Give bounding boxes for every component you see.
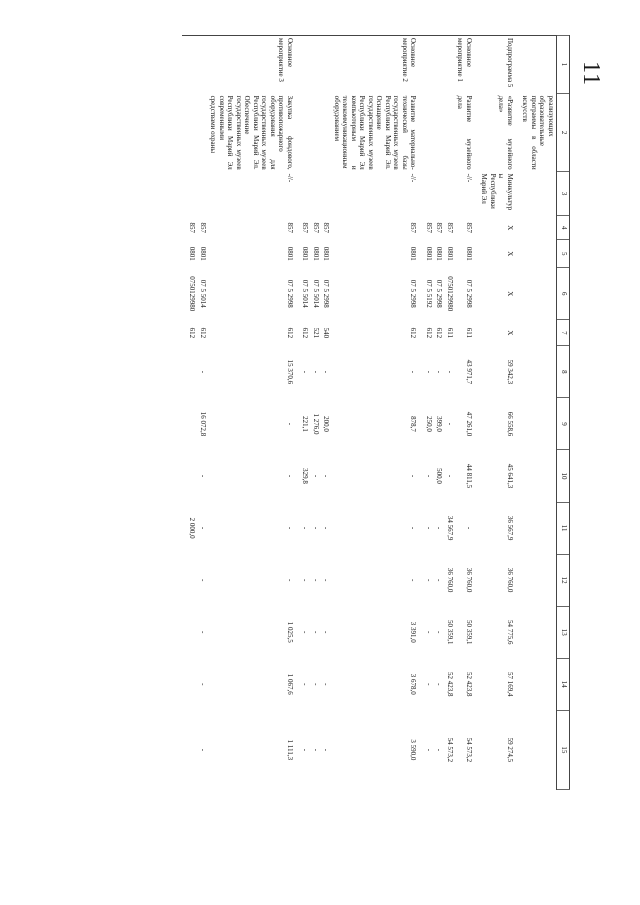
cell-col-14: 52 423,8 (465, 672, 473, 697)
cell-col-2: реализующих образовательные программы в области искусств (521, 95, 555, 170)
cell-col-3: -//- (286, 173, 294, 183)
table-row (182, 36, 198, 790)
cell-col-1: Подпрограмма 5 (474, 36, 515, 94)
cell-col-3 (321, 172, 332, 216)
column-header-8: 8 (557, 346, 570, 398)
cell-col-5: 0801 (286, 246, 294, 261)
cell-col-15 (515, 710, 557, 789)
cell-col-8: 43 971,7 (465, 359, 473, 385)
cell-col-10: - (312, 474, 320, 478)
cell-col-11: - (465, 526, 473, 530)
column-header-5: 5 (557, 240, 570, 268)
cell-col-12: - (409, 578, 418, 582)
cell-col-11: - (312, 526, 320, 530)
table-row (208, 36, 295, 790)
cell-col-10: - (446, 474, 454, 478)
cell-col-7: 612 (199, 327, 207, 339)
header-row (557, 36, 570, 790)
cell-col-13: - (322, 631, 331, 634)
cell-col-9: 47 261,0 (465, 411, 473, 437)
cell-col-15: - (301, 748, 310, 752)
cell-col-4: 857 (199, 222, 207, 233)
cell-col-4: 857 (286, 222, 294, 233)
cell-col-9: 221,1 (301, 416, 310, 432)
cell-col-5: Х (506, 251, 514, 257)
cell-col-13: - (312, 631, 320, 634)
cell-col-3 (445, 172, 456, 216)
cell-col-1 (198, 36, 209, 94)
cell-col-12: - (312, 578, 320, 582)
cell-col-15: - (322, 748, 331, 752)
cell-col-7: 612 (188, 327, 197, 339)
cell-col-9: - (286, 422, 294, 426)
cell-col-8: - (322, 370, 331, 374)
cell-col-10: 329,8 (301, 468, 310, 484)
cell-col-13 (182, 606, 198, 658)
cell-col-6: 07 5 2998 (409, 279, 418, 308)
cell-col-11: - (409, 526, 418, 530)
cell-col-5: 0801 (409, 246, 418, 261)
cell-col-2: «Развитие музейного дела» (497, 95, 514, 170)
cell-col-4: 857 (435, 222, 444, 233)
cell-col-13: 50 359,1 (465, 619, 473, 645)
cell-col-4: 857 (409, 222, 418, 233)
cell-col-8: - (409, 370, 418, 374)
cell-col-6 (515, 268, 557, 320)
cell-col-8: - (446, 370, 454, 374)
cell-col-5: 0801 (312, 246, 320, 261)
cell-col-6: 07 5 2998 (286, 279, 294, 308)
cell-col-8 (182, 346, 198, 398)
cell-col-10: - (409, 474, 418, 478)
cell-col-9: 200,0 (322, 416, 331, 432)
cell-col-9: 66 558,6 (506, 411, 514, 437)
cell-col-12: - (322, 578, 331, 582)
table-row (198, 36, 209, 790)
cell-col-14: 3 678,0 (409, 673, 418, 695)
rotated-table-wrapper (100, 35, 570, 790)
cell-col-2: Развитие музейного дела (456, 95, 473, 170)
cell-col-10 (515, 450, 557, 502)
cell-col-8: 59 342,3 (506, 359, 514, 385)
cell-col-6: 0750129980 (446, 276, 454, 312)
cell-col-5: 0801 (199, 246, 207, 261)
cell-col-10: 44 811,5 (465, 463, 473, 489)
table-row (474, 36, 515, 790)
cell-col-2: Закупка фондового, противопожарного оборудования для государственных музеев Республики Марий Эл. Обеспечение государственных музеев Республики Марий Эл современными средствами охраны (209, 95, 294, 170)
cell-col-4: 857 (312, 222, 320, 233)
cell-col-13: 3 391,0 (409, 621, 418, 643)
cell-col-8: 15 370,6 (286, 359, 294, 385)
cell-col-3: -//- (409, 173, 418, 183)
cell-col-14: - (199, 683, 207, 686)
cell-col-12: - (286, 578, 294, 582)
cell-col-6: 07 5 5192 (425, 279, 433, 308)
cell-col-8: - (301, 370, 310, 374)
cell-col-15: 1 111,3 (286, 739, 294, 761)
cell-col-10: - (199, 474, 207, 478)
cell-col-6: 07 5 5014 (312, 279, 320, 308)
cell-col-10: - (322, 474, 331, 478)
cell-col-7: 612 (425, 327, 433, 339)
cell-col-10: 500,0 (435, 468, 444, 484)
cell-col-8: - (435, 370, 444, 374)
cell-col-7: 611 (446, 327, 454, 338)
cell-col-14: - (322, 683, 331, 686)
column-header-7: 7 (557, 320, 570, 346)
column-header-3: 3 (557, 172, 570, 216)
cell-col-1 (445, 36, 456, 94)
cell-col-5: 0801 (425, 246, 433, 261)
column-header-11: 11 (557, 502, 570, 554)
table-row (311, 36, 322, 790)
cell-col-9 (182, 398, 198, 450)
cell-col-15: - (199, 748, 207, 752)
cell-col-3 (434, 172, 445, 216)
cell-col-9: 878,7 (409, 416, 418, 432)
cell-col-12: 36 760,0 (465, 567, 473, 593)
cell-col-2 (182, 94, 198, 172)
cell-col-15: - (435, 748, 444, 752)
cell-col-13 (515, 606, 557, 658)
cell-col-1: Основное мероприятие 1 (455, 36, 474, 94)
cell-col-2 (295, 94, 311, 172)
cell-col-14: 52 423,8 (446, 672, 454, 697)
table-row (321, 36, 332, 790)
table-row (515, 36, 557, 790)
cell-col-11: - (301, 526, 310, 530)
cell-col-4: 857 (188, 222, 197, 233)
cell-col-12 (182, 554, 198, 606)
cell-col-1: Основное мероприятие 2 (332, 36, 419, 94)
column-header-12: 12 (557, 554, 570, 606)
column-header-14: 14 (557, 658, 570, 710)
cell-col-15: 54 573,2 (446, 737, 454, 763)
column-header-4: 4 (557, 216, 570, 240)
cell-col-5: 0801 (465, 246, 473, 261)
cell-col-6: 07 5 5014 (199, 279, 207, 308)
cell-col-10: - (286, 474, 294, 478)
cell-col-9 (515, 398, 557, 450)
cell-col-3 (198, 172, 209, 216)
cell-col-7: 612 (409, 327, 418, 339)
cell-col-11: 2 000,0 (188, 517, 197, 539)
cell-col-14 (515, 658, 557, 710)
cell-col-5: 0801 (188, 246, 197, 261)
cell-col-14: - (312, 683, 320, 686)
table-body (182, 36, 557, 790)
cell-col-11: - (322, 526, 331, 530)
cell-col-6: 07 5 2998 (465, 279, 473, 308)
cell-col-12 (515, 554, 557, 606)
cell-col-11: - (435, 526, 444, 530)
cell-col-4: 857 (301, 222, 310, 233)
cell-col-7: Х (506, 330, 514, 336)
cell-col-5: 0801 (322, 246, 331, 261)
cell-col-13: - (435, 631, 444, 634)
cell-col-11: - (286, 526, 294, 530)
cell-col-1 (434, 36, 445, 94)
cell-col-11: - (199, 526, 207, 530)
column-header-10: 10 (557, 450, 570, 502)
cell-col-2 (445, 94, 456, 172)
cell-col-14: - (435, 683, 444, 686)
cell-col-9: 1 276,0 (312, 413, 320, 435)
cell-col-12: - (199, 578, 207, 582)
cell-col-15: - (425, 748, 433, 752)
cell-col-8: - (425, 370, 433, 374)
cell-col-4: 857 (322, 222, 331, 233)
cell-col-11 (515, 502, 557, 554)
cell-col-12: - (301, 578, 310, 582)
cell-col-14: 57 169,4 (506, 672, 514, 697)
cell-col-7 (515, 320, 557, 346)
cell-col-4: 857 (425, 222, 433, 233)
cell-col-3: -//- (465, 173, 473, 183)
cell-col-10 (182, 450, 198, 502)
table-row (295, 36, 311, 790)
cell-col-10: 45 641,3 (506, 463, 514, 489)
cell-col-2 (198, 94, 209, 172)
cell-col-14: - (425, 683, 433, 686)
cell-col-15: 3 590,0 (409, 739, 418, 761)
cell-col-11: 36 567,9 (506, 515, 514, 541)
cell-col-7: 611 (465, 327, 473, 338)
cell-col-8: - (199, 370, 207, 374)
cell-col-13: 50 359,1 (446, 619, 454, 645)
cell-col-6: 0750129980 (188, 276, 197, 312)
column-header-1: 1 (557, 36, 570, 94)
cell-col-1 (311, 36, 322, 94)
column-header-9: 9 (557, 398, 570, 450)
cell-col-11: 34 567,9 (446, 515, 454, 541)
cell-col-3 (515, 172, 557, 216)
cell-col-3: Минкультуры Республики Марий Эл (480, 173, 514, 211)
cell-col-5: 0801 (435, 246, 444, 261)
cell-col-4: Х (506, 225, 514, 231)
cell-col-3 (311, 172, 322, 216)
cell-col-2 (311, 94, 322, 172)
cell-col-1 (182, 36, 198, 94)
cell-col-8 (515, 346, 557, 398)
cell-col-7: 612 (286, 327, 294, 339)
cell-col-6: 07 5 5014 (301, 279, 310, 308)
table-row (445, 36, 456, 790)
cell-col-5: 0801 (301, 246, 310, 261)
table-row (332, 36, 419, 790)
cell-col-6: 07 5 2998 (435, 279, 444, 308)
cell-col-13: - (425, 631, 433, 634)
cell-col-15: 54 573,2 (465, 737, 473, 763)
cell-col-14 (182, 658, 198, 710)
column-header-2: 2 (557, 94, 570, 172)
table-row (419, 36, 435, 790)
cell-col-7: 540 (322, 327, 331, 339)
cell-col-14: - (301, 683, 310, 686)
cell-col-4: 857 (446, 222, 454, 233)
cell-col-9: - (446, 422, 454, 426)
cell-col-15: 59 274,5 (506, 737, 514, 763)
column-header-6: 6 (557, 268, 570, 320)
cell-col-1 (515, 36, 557, 94)
cell-col-4 (515, 216, 557, 240)
cell-col-4: 857 (465, 222, 473, 233)
cell-col-2 (419, 94, 435, 172)
cell-col-5 (515, 240, 557, 268)
cell-col-15 (182, 710, 198, 789)
cell-col-1: Основное мероприятие 3 (208, 36, 295, 94)
column-header-13: 13 (557, 606, 570, 658)
cell-col-9: 16 072,8 (199, 411, 207, 437)
cell-col-1 (419, 36, 435, 94)
cell-col-3 (295, 172, 311, 216)
cell-col-3 (419, 172, 435, 216)
cell-col-13: 54 775,6 (506, 619, 514, 645)
cell-col-13: 1 025,5 (286, 621, 294, 643)
cell-col-2: Развитие материально-технической базы государственных музеев Республики Марий Эл. Оснащение государственных музеев Республики Марий Эл компьютерным и телекоммуникационным оборудованием (333, 95, 418, 170)
cell-col-6: 07 5 2998 (322, 279, 331, 308)
cell-col-8: - (312, 370, 320, 374)
cell-col-9: 250,0 (425, 416, 433, 432)
cell-col-7: 521 (312, 327, 320, 339)
cell-col-7: 612 (301, 327, 310, 339)
cell-col-10: - (425, 474, 433, 478)
cell-col-3 (182, 172, 198, 216)
cell-col-11: - (425, 526, 433, 530)
cell-col-2 (321, 94, 332, 172)
cell-col-6: Х (506, 291, 514, 297)
table-row (434, 36, 445, 790)
cell-col-15: - (312, 748, 320, 752)
cell-col-13: - (301, 631, 310, 634)
budget-table (182, 35, 570, 790)
cell-col-12: 36 760,0 (446, 567, 454, 593)
cell-col-1 (321, 36, 332, 94)
cell-col-2 (434, 94, 445, 172)
cell-col-13: - (199, 631, 207, 634)
page-number: 11 (578, 60, 605, 87)
cell-col-14: 1 067,6 (286, 673, 294, 695)
cell-col-1 (295, 36, 311, 94)
cell-col-9: 399,0 (435, 416, 444, 432)
cell-col-12: 36 760,0 (506, 567, 514, 593)
cell-col-12: - (435, 578, 444, 582)
column-header-15: 15 (557, 710, 570, 789)
cell-col-5: 0801 (446, 246, 454, 261)
table-row (455, 36, 474, 790)
cell-col-12: - (425, 578, 433, 582)
cell-col-7: 612 (435, 327, 444, 339)
